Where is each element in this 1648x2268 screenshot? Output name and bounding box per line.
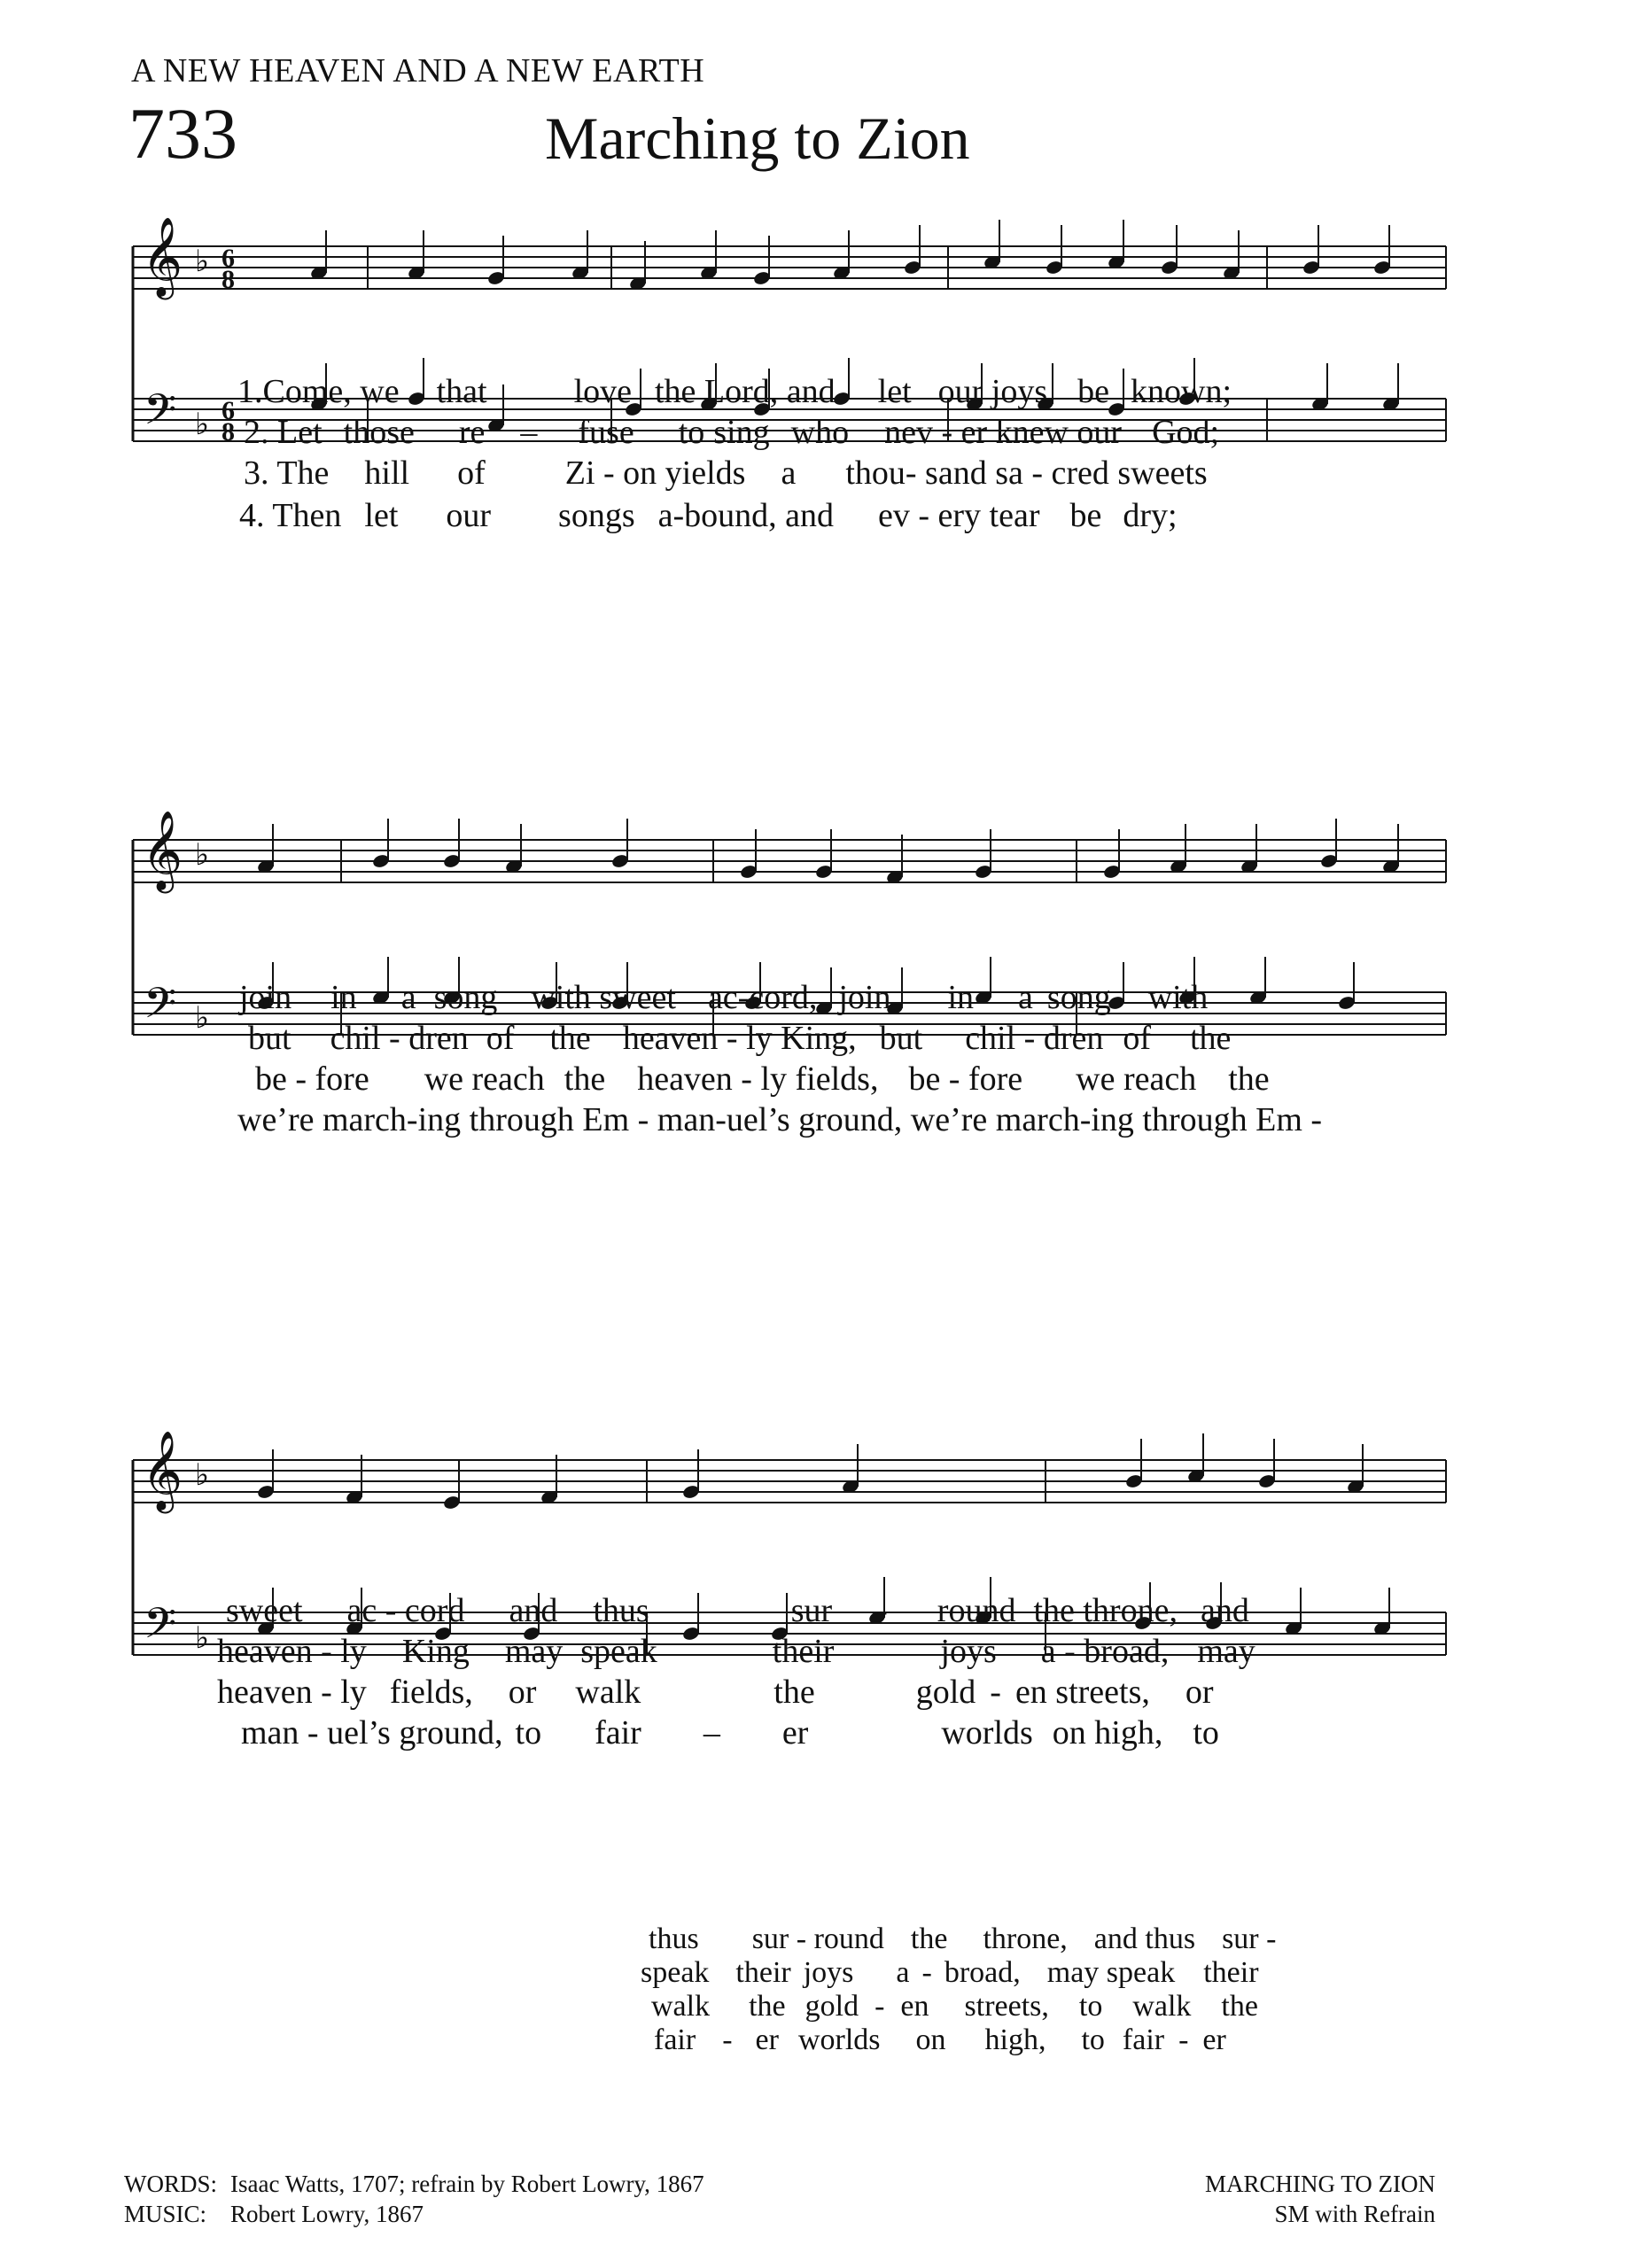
lyric-verse-2: 2. Let those re – fuse to sing who nev - er knew our God;: [244, 414, 1220, 451]
time-signature-top: 6: [222, 396, 235, 425]
bass-lyric-verse-4: fair - er worlds on high, to fair - er: [654, 2023, 1226, 2056]
time-signature-bottom: 8: [222, 265, 235, 294]
flat-sign-icon: ♭: [195, 407, 210, 442]
tune-info: [1205, 2169, 1435, 2229]
hymn-title: Marching to Zion: [545, 105, 970, 172]
lyric-verse-3: 3. The hill of Zi - on yields a thou- sand sa - cred sweets: [244, 454, 1208, 492]
flat-sign-icon: ♭: [195, 1000, 210, 1036]
time-signature-top: 6: [222, 244, 235, 273]
lyric-verse-3: be - fore we reach the heaven - ly fields, be - fore we reach the: [255, 1060, 1270, 1098]
flat-sign-icon: ♭: [195, 1457, 210, 1493]
treble-clef-icon: 𝄞: [142, 217, 183, 297]
bass-clef-icon: 𝄢: [144, 1598, 177, 1658]
lyric-verse-4: we’re march-ing through Em - man-uel’s ground, we’re march-ing through Em -: [237, 1101, 1323, 1138]
bass-clef-icon: 𝄢: [144, 384, 177, 445]
flat-sign-icon: ♭: [195, 244, 210, 279]
lyric-verse-3: heaven - ly fields, or walk the gold - en streets, or: [217, 1674, 1214, 1711]
credits: [124, 2169, 704, 2229]
words-credit: WORDS: Isaac Watts, 1707; refrain by Robert Lowry, 1867: [124, 2171, 704, 2197]
music-credit: MUSIC: Robert Lowry, 1867: [124, 2201, 424, 2227]
lyric-verse-4: man - uel’s ground, to fair – er worlds on high, to: [241, 1714, 1219, 1751]
hymn-number: 733: [128, 93, 237, 174]
lyric-verse-2: heaven - ly King may speak their joys a - broad, may: [217, 1633, 1255, 1670]
meter: SM with Refrain: [1274, 2201, 1435, 2227]
bass-lyric-verse-2: speak their joys a - broad, may speak their: [641, 1956, 1259, 1989]
lyric-verse-4: 4. Then let our songs a-bound, and ev - ery tear be dry;: [239, 497, 1178, 534]
treble-clef-icon: 𝄞: [142, 811, 183, 890]
bass-lyric-verse-3: walk the gold - en streets, to walk the: [651, 1990, 1258, 2023]
lyric-verse-1: 1.Come, we that love the Lord, and let our joys be known;: [237, 373, 1232, 410]
lyric-verse-1: sweet ac - cord and thus sur - round the throne, and: [226, 1592, 1249, 1629]
bass-lyric-verse-1: thus sur - round the throne, and thus sur -: [649, 1922, 1277, 1955]
flat-sign-icon: ♭: [195, 837, 210, 873]
lyric-verse-2: but chil - dren of the heaven - ly King, but chil - dren of the: [248, 1020, 1232, 1057]
time-signature-bottom: 8: [222, 417, 235, 447]
bass-clef-icon: 𝄢: [144, 978, 177, 1038]
tune-name: MARCHING TO ZION: [1204, 2171, 1435, 2197]
lyric-verse-1: join in a song with sweet ac-cord, join in a song with: [239, 979, 1209, 1016]
flat-sign-icon: ♭: [195, 1620, 210, 1656]
section-heading: A NEW HEAVEN AND A NEW EARTH: [131, 52, 705, 89]
treble-clef-icon: 𝄞: [142, 1431, 183, 1511]
